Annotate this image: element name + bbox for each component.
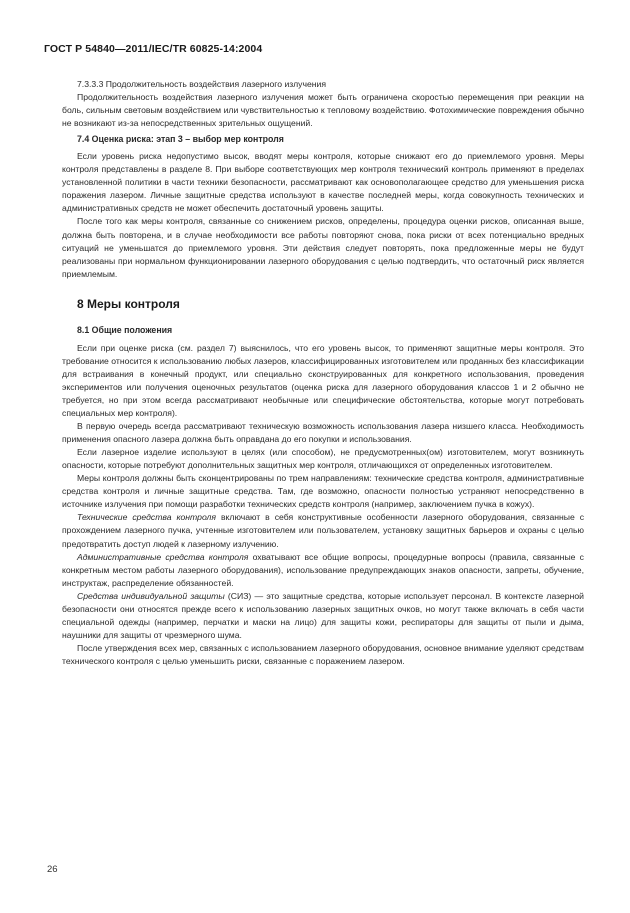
- section-8-1-paragraph-6: [62, 551, 584, 590]
- section-8-heading: 8 Меры контроля: [77, 296, 180, 311]
- term-personal-protective-equipment: Средства индивидуальной защиты: [77, 590, 225, 601]
- section-8-1-paragraph-2: В первую очередь всегда рассматривают техническую возможность использования лазера низшего класса. Необходимость применения опасного лазера должна быть оправдана до его покупки и использования.: [62, 421, 584, 445]
- term-technical-controls: Технические средства контроля: [77, 512, 217, 523]
- section-8-1-paragraph-1: Если при оценке риска (см. раздел 7) выяснилось, что его уровень высок, то применяют защитные меры контроля. Это требование относится к использованию любых лазеров, классифицированных изготовителем или проданных без классификации для встраивания в конечный продукт, или специально сконструированных для конкретного использования, проведения экспериментов или получения оценочных результатов (оценка риска для лазерного оборудования классов 1 и 2 обычно не требуется, но при этом всегда рассматривают необычные или специфические обстоятельства, которые могут потребовать специальных мер контроля).: [62, 342, 584, 419]
- section-8-1-heading: 8.1 Общие положения: [77, 324, 173, 335]
- section-8-1-paragraph-7: [62, 590, 584, 642]
- page-content: [62, 78, 584, 668]
- paragraph-5-text: включают в себя конструктивные особенности лазерного оборудования, связанные с прохождением лазерного пучка, учтенные изготовителем или пользователем, установку защитных барьеров и охраны с целью предотвратить доступ людей к лазерному излучению.: [62, 512, 585, 549]
- section-8-1-paragraph-5: [62, 511, 584, 550]
- page-number: 26: [47, 864, 58, 875]
- section-8-1-paragraph-4: Меры контроля должны быть сконцентрированы по трем направлениям: технические средства контроля, административные средства контроля и личные защитные средства. Там, где возможно, опасности полностью устраняют непосредственно в источнике излучения при помощи разработки технических средств контроля (например, заключением пучка в кожух).: [62, 473, 584, 510]
- document-header: ГОСТ Р 54840—2011/IEC/TR 60825-14:2004: [44, 43, 263, 55]
- subsection-7-3-3-3-heading: 7.3.3.3 Продолжительность воздействия лазерного излучения: [77, 79, 327, 89]
- paragraph-6-text: охватывают все общие вопросы, процедурные вопросы (правила, связанные с конкретным местом работы лазерного оборудования), использование предупреждающих знаков опасности, запреты, обучение, инструктаж, распределение обязанностей.: [62, 551, 584, 588]
- subsection-7-3-3-3-text: Продолжительность воздействия лазерного излучения может быть ограничена скоростью перемещения при реакции на боль, сильным световым воздействием или чувствительностью к тепловому воздействию. Фотохимические повреждения обычно не возникают из-за непосредственных зрительных ощущений.: [62, 92, 584, 129]
- paragraph-7-text: (СИЗ) — это защитные средства, которые использует персонал. В контексте лазерной безопасности они относятся прежде всего к использованию лазерных защитных очков, но могут также включать в себя части специальной одежды (например, перчатки и маски на лицо) для защиты кожи, респираторы для защиты от пыли и дыма, наушники для защиты от чрезмерного шума.: [62, 590, 584, 640]
- section-7-4-paragraph-2: После того как меры контроля, связанные со снижением рисков, определены, процедура оценки рисков, описанная выше, должна быть повторена, и в случае необходимости все работы повторяют снова, пока риски от всех потенциально вредных ситуаций не уменьшатся до приемлемого уровня. Эти действия следует повторять, пока предложенные меры не будут реализованы при нормальном функционировании лазерного оборудования с целью подтвердить, что остаточный риск является приемлемым.: [62, 216, 584, 279]
- section-7-4-paragraph-1: Если уровень риска недопустимо высок, вводят меры контроля, которые снижают его до приемлемого уровня. Меры контроля представлены в разделе 8. При выборе соответствующих мер контроля технический контроль применяют в пределах установленной политики в части техники безопасности, рассматривают как основополагающее средство для уменьшения риска поражения лазером. Личные защитные средства используют в качестве последней меры, когда совокупность технических и административных средств не может обеспечить достаточный уровень защиты.: [62, 151, 584, 214]
- term-administrative-controls: Административные средства контроля: [77, 551, 249, 562]
- section-7-4-heading: 7.4 Оценка риска: этап 3 – выбор мер контроля: [77, 134, 284, 145]
- section-8-1-paragraph-8: После утверждения всех мер, связанных с использованием лазерного оборудования, основное внимание уделяют средствам технического контроля с целью уменьшить риски, связанные с поражением лазером.: [62, 642, 584, 666]
- section-8-1-paragraph-3: Если лазерное изделие используют в целях (или способом), не предусмотренных(ом) изготовителем, могут возникнуть опасности, которые потребуют дополнительных защитных мер контроля, отличающихся от определенных изготовителем.: [62, 447, 584, 471]
